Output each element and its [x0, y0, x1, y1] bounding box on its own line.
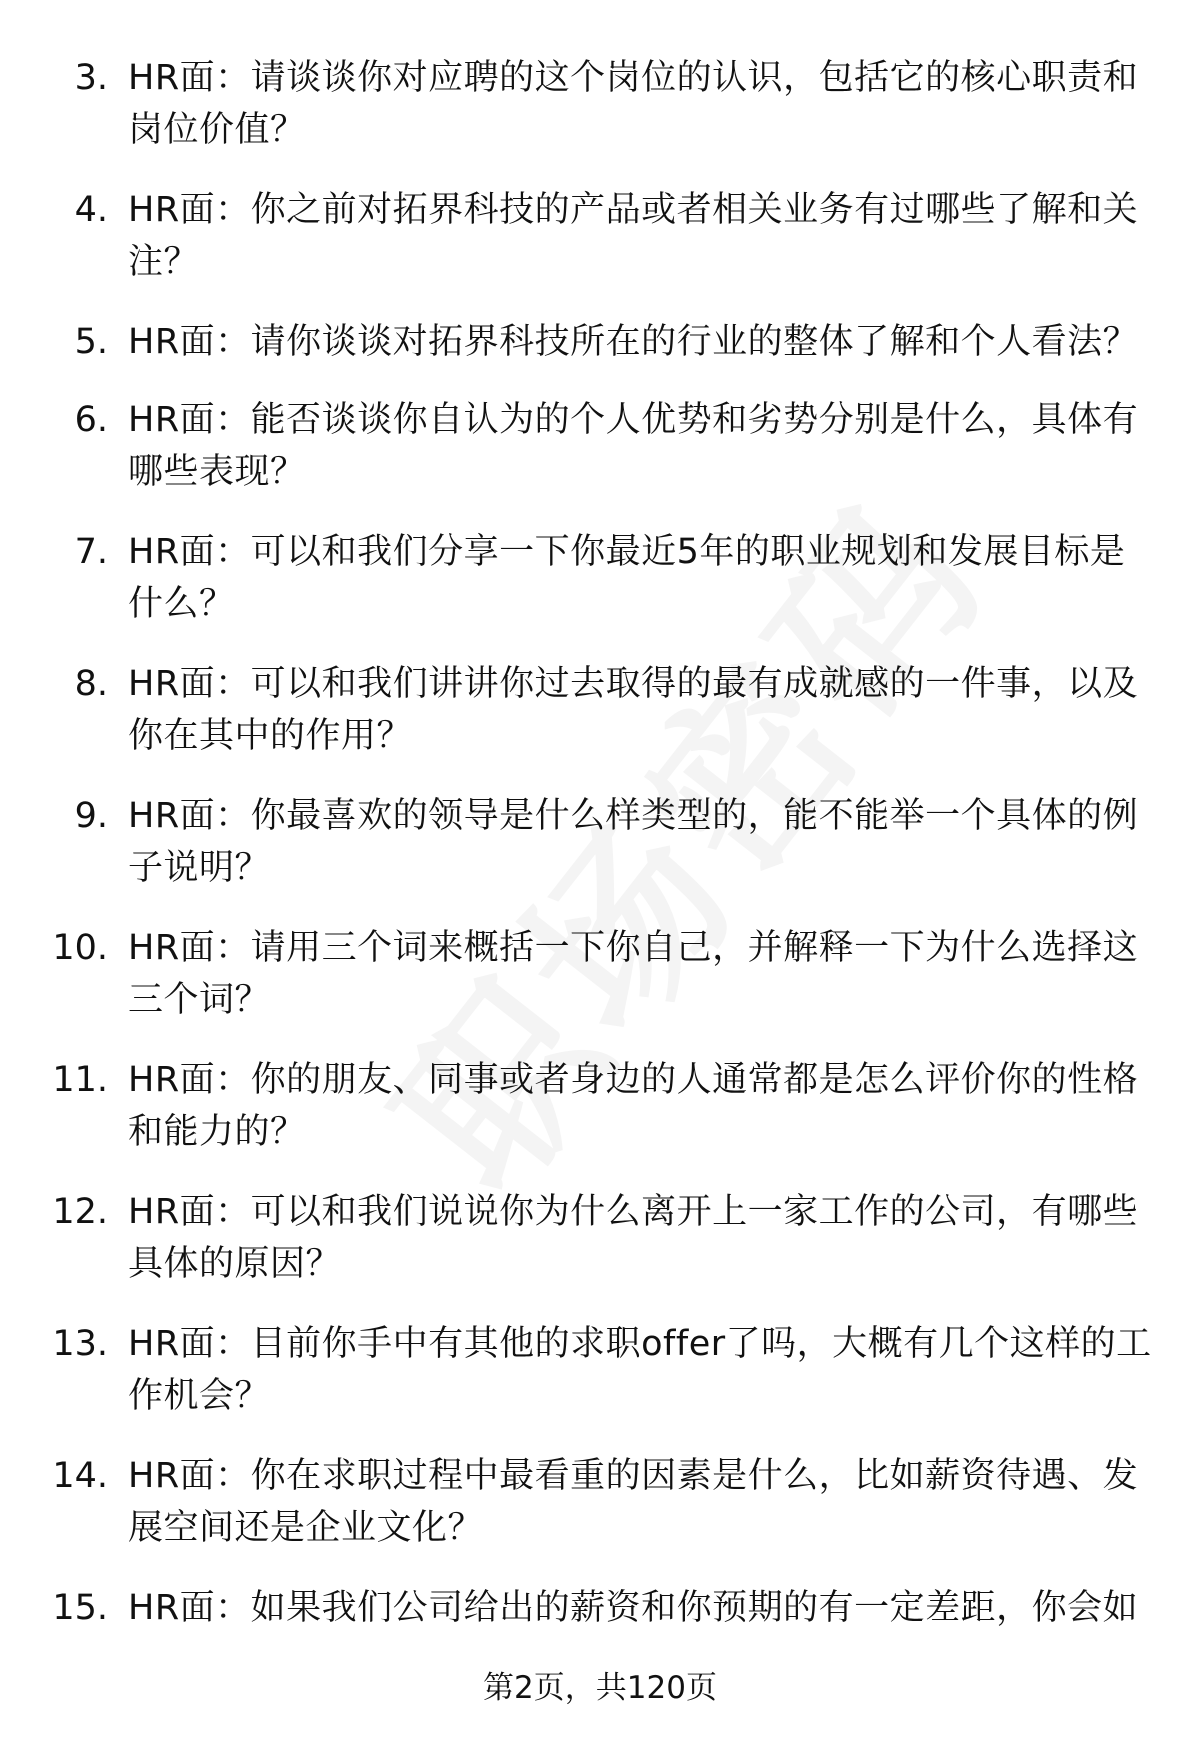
item-text: HR面：目前你手中有其他的求职offer了吗，大概有几个这样的工作机会？ [128, 1324, 1152, 1416]
list-item [0, 52, 1200, 184]
item-text: HR面：请谈谈你对应聘的这个岗位的认识，包括它的核心职责和岗位价值？ [128, 58, 1139, 150]
list-item [0, 658, 1200, 790]
list-item [0, 184, 1200, 316]
list-item [0, 526, 1200, 658]
item-text: HR面：你最喜欢的领导是什么样类型的，能不能举一个具体的例子说明？ [128, 796, 1139, 888]
item-text: HR面：能否谈谈你自认为的个人优势和劣势分别是什么，具体有哪些表现？ [128, 400, 1139, 492]
item-number: 13. [52, 1324, 108, 1364]
item-text: HR面：可以和我们分享一下你最近5年的职业规划和发展目标是什么？ [128, 532, 1126, 624]
item-text: HR面：可以和我们讲讲你过去取得的最有成就感的一件事，以及你在其中的作用？ [128, 664, 1139, 756]
question-list [0, 52, 1200, 1642]
item-text: HR面：请用三个词来概括一下你自己，并解释一下为什么选择这三个词？ [128, 928, 1139, 1020]
item-text: HR面：可以和我们说说你为什么离开上一家工作的公司，有哪些具体的原因？ [128, 1192, 1139, 1284]
list-item [0, 1582, 1200, 1642]
item-number: 5. [74, 322, 108, 362]
list-item [0, 790, 1200, 922]
page-footer: 第2页，共120页 [483, 1670, 717, 1706]
item-text: HR面：如果我们公司给出的薪资和你预期的有一定差距，你会如 [128, 1588, 1139, 1628]
item-number: 8. [74, 664, 108, 704]
list-item [0, 1186, 1200, 1318]
item-number: 9. [74, 796, 108, 836]
item-text: HR面：你的朋友、同事或者身边的人通常都是怎么评价你的性格和能力的？ [128, 1060, 1139, 1152]
item-number: 6. [74, 400, 108, 440]
item-number: 3. [74, 58, 108, 98]
list-item [0, 316, 1200, 394]
item-text: HR面：请你谈谈对拓界科技所在的行业的整体了解和个人看法？ [128, 322, 1139, 362]
list-item [0, 922, 1200, 1054]
item-number: 11. [52, 1060, 108, 1100]
list-item [0, 1450, 1200, 1582]
list-item [0, 1318, 1200, 1450]
item-number: 12. [52, 1192, 108, 1232]
item-number: 7. [74, 532, 108, 572]
item-number: 10. [52, 928, 108, 968]
item-text: HR面：你之前对拓界科技的产品或者相关业务有过哪些了解和关注？ [128, 190, 1139, 282]
item-text: HR面：你在求职过程中最看重的因素是什么，比如薪资待遇、发展空间还是企业文化？ [128, 1456, 1139, 1548]
item-number: 15. [52, 1588, 108, 1628]
item-number: 4. [74, 190, 108, 230]
list-item [0, 1054, 1200, 1186]
list-item [0, 394, 1200, 526]
item-number: 14. [52, 1456, 108, 1496]
